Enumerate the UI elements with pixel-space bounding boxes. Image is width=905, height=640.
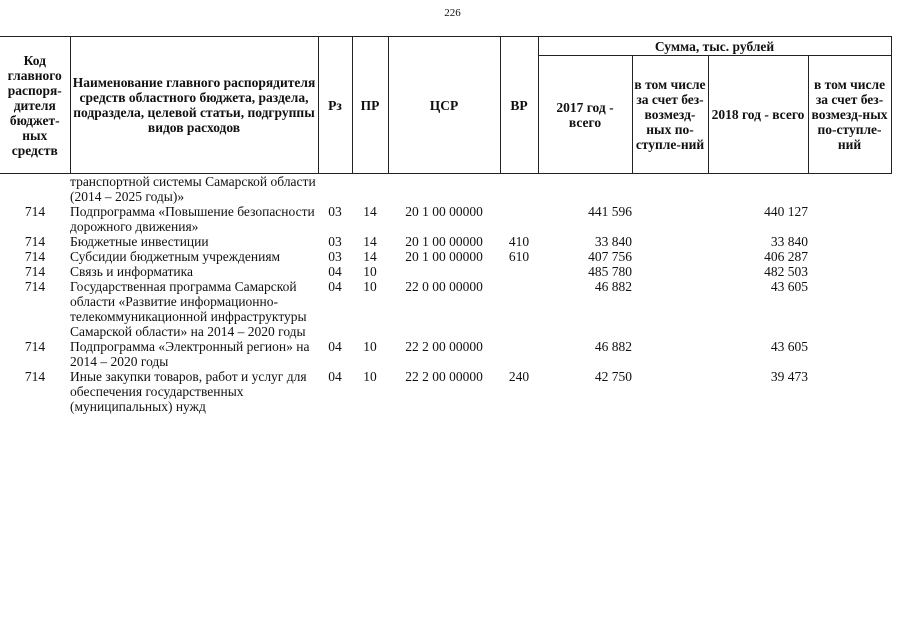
cell-code: 714 [24, 369, 46, 384]
cell-2017-total: 46 882 [594, 279, 632, 294]
cell-vr: 240 [508, 369, 530, 384]
cell-2017-gratuitous [632, 249, 708, 264]
cell-2018-total: 440 127 [764, 204, 808, 219]
cell-name: Связь и информатика [70, 264, 193, 279]
cell-vr [500, 264, 538, 279]
cell-pr: 14 [363, 204, 377, 219]
table-row [0, 174, 891, 205]
cell-pr [352, 174, 388, 205]
cell-vr [500, 204, 538, 234]
cell-2018-total: 43 605 [770, 279, 808, 294]
cell-rz: 04 [328, 339, 342, 354]
cell-2017-gratuitous [632, 369, 708, 414]
cell-rz: 04 [328, 264, 342, 279]
cell-2018-total: 33 840 [770, 234, 808, 249]
cell-2018-total: 43 605 [770, 339, 808, 354]
cell-2018-gratuitous [808, 339, 891, 369]
cell-2017-total: 441 596 [588, 204, 632, 219]
cell-rz: 03 [328, 234, 342, 249]
table-row [0, 249, 891, 264]
header-2017-total: 2017 год - всего [538, 56, 632, 174]
cell-2018-total: 406 287 [764, 249, 808, 264]
cell-csr: 22 2 00 00000 [405, 339, 483, 354]
table-row [0, 339, 891, 369]
table-body [0, 174, 891, 415]
table-row [0, 264, 891, 279]
cell-csr [388, 174, 500, 205]
cell-vr [500, 279, 538, 339]
cell-pr: 14 [363, 234, 377, 249]
cell-2017-total: 33 840 [594, 234, 632, 249]
cell-2018-gratuitous [808, 264, 891, 279]
cell-pr: 10 [363, 264, 377, 279]
cell-2018-gratuitous [808, 249, 891, 264]
cell-2018-gratuitous [808, 174, 891, 205]
cell-pr: 10 [363, 369, 377, 384]
header-rz: Рз [318, 37, 352, 174]
cell-csr: 22 2 00 00000 [405, 369, 483, 384]
cell-csr: 20 1 00 00000 [405, 204, 483, 219]
header-code: Код главного распоря-дителя бюджет-ных средств [0, 37, 70, 174]
cell-code: 714 [24, 204, 46, 219]
cell-code: 714 [24, 279, 46, 294]
cell-pr: 14 [363, 249, 377, 264]
cell-rz: 03 [328, 204, 342, 219]
cell-name: Подпрограмма «Повышение безопасности дорожного движения» [70, 204, 315, 234]
cell-2017-gratuitous [632, 339, 708, 369]
cell-rz: 04 [328, 369, 342, 384]
header-2018-gratuitous: в том числе за счет без-возмезд-ных по-ступле-ний [808, 56, 891, 174]
cell-code [0, 174, 70, 205]
cell-2017-gratuitous [632, 174, 708, 205]
cell-2017-total: 407 756 [588, 249, 632, 264]
cell-code: 714 [24, 339, 46, 354]
cell-code: 714 [24, 249, 46, 264]
cell-csr [388, 264, 500, 279]
cell-2018-gratuitous [808, 204, 891, 234]
cell-pr: 10 [363, 279, 377, 294]
cell-name: транспортной системы Самарской области (2014 – 2025 годы)» [70, 174, 316, 204]
cell-2017-total: 46 882 [594, 339, 632, 354]
cell-2017-total [538, 174, 632, 205]
cell-csr: 20 1 00 00000 [405, 234, 483, 249]
cell-2018-total: 39 473 [770, 369, 808, 384]
cell-vr: 410 [508, 234, 530, 249]
cell-2018-gratuitous [808, 234, 891, 249]
cell-name: Бюджетные инвестиции [70, 234, 209, 249]
header-csr: ЦСР [388, 37, 500, 174]
cell-2018-total [708, 174, 808, 205]
cell-name: Государственная программа Самарской области «Развитие информационно-телекоммуникационной инфраструктуры Самарской области» на 2014 – 2020 годы [70, 279, 307, 339]
cell-vr: 610 [508, 249, 530, 264]
cell-rz [318, 174, 352, 205]
cell-2018-total: 482 503 [764, 264, 808, 279]
cell-vr [500, 174, 538, 205]
cell-name: Иные закупки товаров, работ и услуг для обеспечения государственных (муниципальных) нужд [70, 369, 307, 414]
cell-2018-gratuitous [808, 369, 891, 414]
table-row [0, 279, 891, 339]
cell-name: Субсидии бюджетным учреждениям [70, 249, 281, 264]
table-row [0, 369, 891, 414]
cell-2018-gratuitous [808, 279, 891, 339]
cell-csr: 20 1 00 00000 [405, 249, 483, 264]
header-vr: ВР [500, 37, 538, 174]
cell-csr: 22 0 00 00000 [405, 279, 483, 294]
header-2017-gratuitous: в том числе за счет без-возмезд-ных по-ступле-ний [632, 56, 708, 174]
header-sum: Сумма, тыс. рублей [538, 37, 891, 56]
table-row [0, 204, 891, 234]
budget-table [0, 36, 892, 414]
cell-rz: 03 [328, 249, 342, 264]
table-header [0, 37, 891, 174]
cell-code: 714 [24, 264, 46, 279]
cell-2017-gratuitous [632, 279, 708, 339]
cell-pr: 10 [363, 339, 377, 354]
cell-2017-gratuitous [632, 204, 708, 234]
table-row [0, 234, 891, 249]
header-pr: ПР [352, 37, 388, 174]
cell-code: 714 [24, 234, 46, 249]
header-2018-total: 2018 год - всего [708, 56, 808, 174]
header-name: Наименование главного распорядителя средств областного бюджета, раздела, подраздела, целевой статьи, подгруппы видов расходов [70, 37, 318, 174]
cell-rz: 04 [328, 279, 342, 294]
cell-name: Подпрограмма «Электронный регион» на 2014 – 2020 годы [70, 339, 310, 369]
cell-2017-gratuitous [632, 264, 708, 279]
cell-2017-total: 42 750 [594, 369, 632, 384]
cell-2017-total: 485 780 [588, 264, 632, 279]
page-number: 226 [444, 7, 461, 19]
cell-vr [500, 339, 538, 369]
cell-2017-gratuitous [632, 234, 708, 249]
